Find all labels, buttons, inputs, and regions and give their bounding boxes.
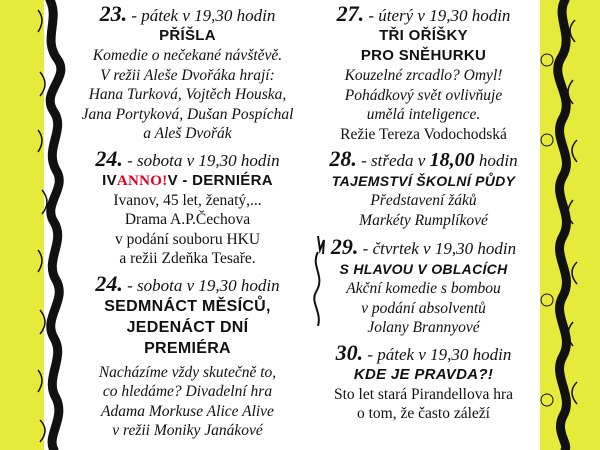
desc-line: co hledáme? Divadelní hra xyxy=(102,383,273,400)
program-column-left xyxy=(60,0,315,441)
event-title xyxy=(316,26,531,66)
desc-line: Kouzelné zrcadlo? Omyl! xyxy=(344,67,503,84)
event-24-ivanov xyxy=(60,145,315,269)
event-header xyxy=(60,270,315,296)
desc-line: Jana Portyková, Dušan Pospíchal xyxy=(81,105,294,123)
desc-line: Pohádkový svět ovlivňuje xyxy=(344,86,503,104)
event-27 xyxy=(316,3,531,144)
event-23 xyxy=(60,3,315,144)
event-description xyxy=(60,363,315,441)
event-title: S HLAVOU V OBLACÍCH xyxy=(339,261,508,277)
event-day: 29. xyxy=(330,234,359,259)
desc-line: Ivanov, 45 let, ženatý,... xyxy=(113,191,262,209)
program-column-right xyxy=(316,0,531,424)
event-time: - pátek v 19,30 hodin xyxy=(367,344,512,364)
event-header xyxy=(316,3,531,26)
desc-line: v podání souboru HKU xyxy=(114,230,261,248)
event-day: 24. xyxy=(95,145,123,171)
title-line: JEDENÁCT DNÍ xyxy=(126,318,249,336)
right-faces-illustration xyxy=(525,0,587,450)
event-time: - sobota v 19,30 hodin xyxy=(127,150,280,170)
desc-line: v režii Moniky Janákové xyxy=(112,422,263,439)
desc-line: V režii Aleše Dvořáka hrají: xyxy=(100,66,275,84)
event-header xyxy=(316,339,531,365)
event-title xyxy=(60,296,315,359)
desc-line: umělá inteligence. xyxy=(366,106,481,123)
desc-line: Hana Turková, Vojtěch Houska, xyxy=(88,86,287,103)
desc-line: Adama Morkuse Alice Alive xyxy=(101,402,274,420)
desc-line: Jolany Brannyové xyxy=(367,319,480,336)
event-description xyxy=(60,191,315,269)
title-part-highlight: ANNO! xyxy=(116,172,168,189)
event-header xyxy=(316,236,531,259)
event-title: KDE JE PRAVDA?! xyxy=(353,365,494,383)
title-line: PREMIÉRA xyxy=(144,339,231,357)
event-day: 27. xyxy=(336,1,365,26)
title-line: PRO SNĚHURKU xyxy=(360,47,487,64)
event-day: 30. xyxy=(335,339,364,365)
event-time-suffix: hodin xyxy=(474,151,518,170)
event-description xyxy=(316,385,531,424)
event-credit: Režie Tereza Vodochodská xyxy=(340,125,507,143)
event-time: - pátek v 19,30 hodin xyxy=(131,6,276,25)
event-header xyxy=(60,3,315,26)
event-time: - čtvrtek v 19,30 hodin xyxy=(362,239,517,258)
desc-line: a Aleš Dvořák xyxy=(143,125,232,142)
desc-line: Představení žáků xyxy=(370,192,477,209)
desc-line: o tom, že často záleží xyxy=(357,405,490,422)
title-part: V - DERNIÉRA xyxy=(167,171,273,189)
desc-line: Sto let stará Pirandellova hra xyxy=(333,385,514,403)
event-30 xyxy=(316,339,531,424)
title-line: TŘI OŘÍŠKY xyxy=(379,27,468,44)
event-description xyxy=(316,279,531,338)
desc-line: Komedie o nečekané návštěvě. xyxy=(92,47,283,64)
event-description xyxy=(60,46,315,144)
title-part: IV xyxy=(102,171,117,189)
event-time: - sobota v 19,30 hodin xyxy=(127,275,280,295)
event-24-sedmnact-mesicu xyxy=(60,270,315,441)
event-title xyxy=(60,171,315,191)
event-28 xyxy=(316,148,531,230)
event-description xyxy=(316,191,531,230)
desc-line: a režii Zdeňka Tesaře. xyxy=(119,250,256,267)
event-header xyxy=(316,148,531,171)
desc-line: v podání absolventů xyxy=(361,299,486,317)
event-day: 28. xyxy=(329,146,357,171)
event-header xyxy=(60,145,315,171)
event-day: 23. xyxy=(99,1,128,26)
desc-line: Nacházíme vždy skutečně to, xyxy=(98,363,277,381)
desc-line: Akční komedie s bombou xyxy=(346,280,501,297)
event-time-highlight: 18,00 xyxy=(429,149,475,171)
desc-line: Markéty Rumplíkové xyxy=(359,211,488,229)
event-time: - středa v xyxy=(361,151,430,170)
event-day: 24. xyxy=(95,270,123,296)
event-29 xyxy=(316,236,531,338)
title-line: SEDMNÁCT MĚSÍCŮ, xyxy=(104,297,271,315)
event-title: TAJEMSTVÍ ŠKOLNÍ PŮDY xyxy=(331,173,516,189)
event-description xyxy=(316,66,531,125)
event-title: PŘÍŠLA xyxy=(159,27,216,44)
event-time: - úterý v 19,30 hodin xyxy=(368,6,511,25)
desc-line: Drama A.P.Čechova xyxy=(124,211,251,228)
